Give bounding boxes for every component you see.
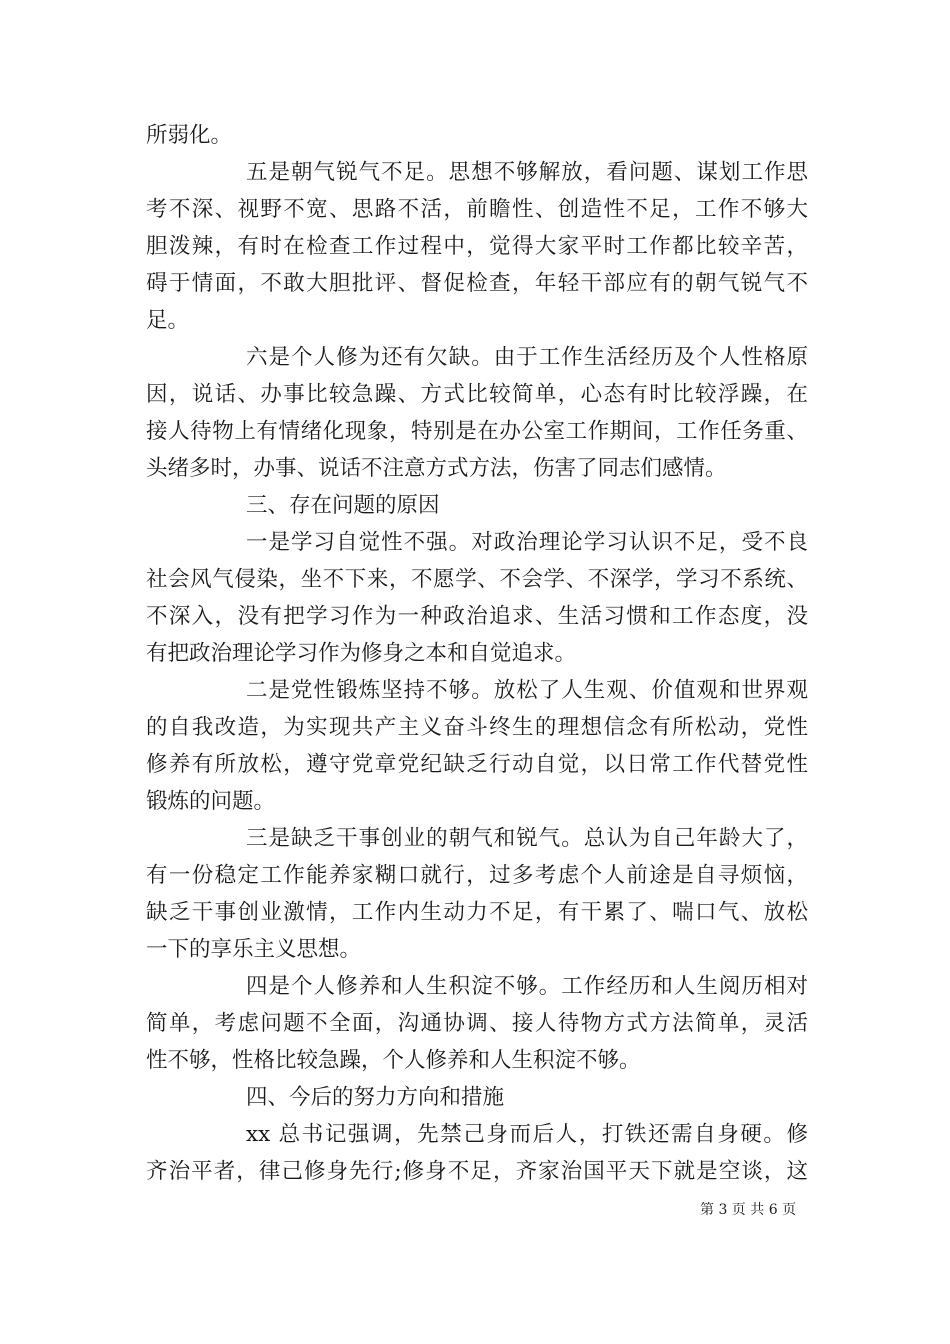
section-heading: 三、存在问题的原因 — [246, 493, 440, 518]
text-line: 胆泼辣，有时在检查工作过程中，觉得大家平时工作都比较辛苦， — [146, 234, 808, 259]
text-line: 头绪多时，办事、说话不注意方式方法，伤害了同志们感情。 — [146, 456, 727, 481]
paragraph-first-line: 二是党性锻炼坚持不够。放松了人生观、价值观和世界观 — [246, 678, 808, 703]
text-line: 不深入，没有把学习作为一种政治追求、生活习惯和工作态度，没 — [146, 604, 808, 629]
text-line: 修养有所放松，遵守党章党纪缺乏行动自觉，以日常工作代替党性 — [146, 752, 808, 777]
text-line: 接人待物上有情绪化现象，特别是在办公室工作期间，工作任务重、 — [146, 419, 808, 444]
paragraph-first-line: 一是学习自觉性不强。对政治理论学习认识不足，受不良 — [246, 530, 808, 555]
paragraph-first-line: 五是朝气锐气不足。思想不够解放，看问题、谋划工作思 — [246, 160, 808, 185]
paragraph-first-line: 三是缺乏干事创业的朝气和锐气。总认为自己年龄大了， — [246, 826, 808, 851]
text-line: 足。 — [146, 308, 190, 333]
section-heading: 四、今后的努力方向和措施 — [246, 1085, 505, 1110]
text-line: 的自我改造，为实现共产主义奋斗终生的理想信念有所松动，党性 — [146, 715, 808, 740]
text-line: 有把政治理论学习作为修身之本和自觉追求。 — [146, 641, 577, 666]
text-line: 有一份稳定工作能养家糊口就行，过多考虑个人前途是自寻烦恼， — [146, 863, 808, 888]
text-line: 简单，考虑问题不全面，沟通协调、接人待物方式方法简单，灵活 — [146, 1011, 808, 1036]
text-line: 齐治平者，律己修身先行;修身不足，齐家治国平天下就是空谈，这 — [146, 1159, 808, 1184]
text-line: 考不深、视野不宽、思路不活，前瞻性、创造性不足，工作不够大 — [146, 197, 808, 222]
text-line: 社会风气侵染，坐不下来，不愿学、不会学、不深学，学习不系统、 — [146, 567, 808, 592]
paragraph-first-line: 六是个人修为还有欠缺。由于工作生活经历及个人性格原 — [246, 345, 808, 370]
text-line: 碍于情面，不敢大胆批评、督促检查，年轻干部应有的朝气锐气不 — [146, 271, 808, 296]
paragraph-first-line: 四是个人修养和人生积淀不够。工作经历和人生阅历相对 — [246, 974, 808, 999]
text-line: 缺乏干事创业激情，工作内生动力不足，有干累了、喘口气、放松 — [146, 900, 808, 925]
paragraph-first-line: xx 总书记强调，先禁己身而后人，打铁还需自身硬。修 — [246, 1122, 808, 1147]
text-line: 所弱化。 — [146, 123, 233, 148]
text-line: 一下的享乐主义思想。 — [146, 937, 362, 962]
text-line: 性不够，性格比较急躁，个人修养和人生积淀不够。 — [146, 1048, 641, 1073]
text-line: 锻炼的问题。 — [146, 789, 276, 814]
text-line: 因，说话、办事比较急躁、方式比较简单，心态有时比较浮躁，在 — [146, 382, 808, 407]
page-number-footer: 第 3 页 共 6 页 — [700, 1202, 797, 1218]
